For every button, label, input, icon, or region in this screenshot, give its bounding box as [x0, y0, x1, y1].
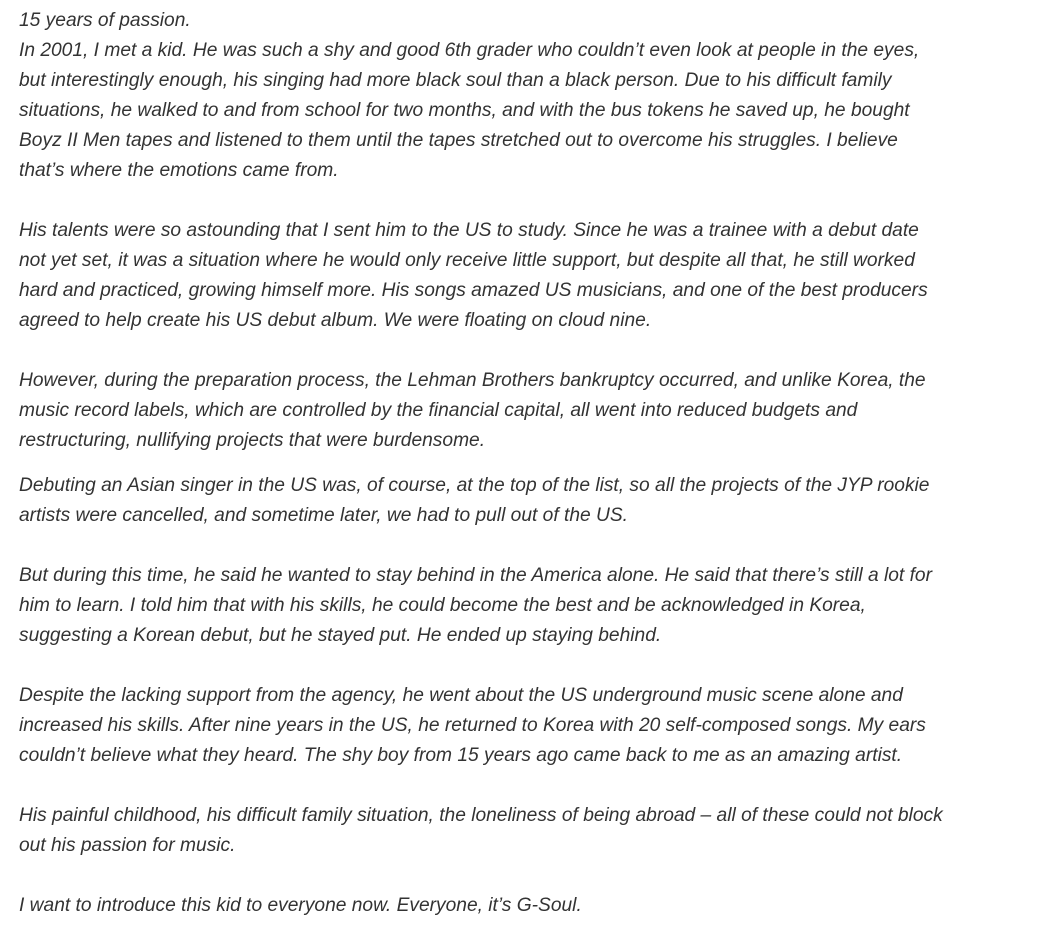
paragraph-passion: His painful childhood, his difficult family situation, the loneliness of being abroad – all of these could not block out his passion for music.	[19, 805, 943, 856]
article-body	[19, 6, 1039, 921]
paragraph-return: Despite the lacking support from the agency, he went about the US underground music scene alone and increased his skills. After nine years in the US, he returned to Korea with 20 self-composed songs. My ears couldn’t believe what they heard. The shy boy from 15 years ago came back to me as an amazing artist.	[19, 685, 926, 766]
paragraph-cancelled: Debuting an Asian singer in the US was, of course, at the top of the list, so all the projects of the JYP rookie artists were cancelled, and sometime later, we had to pull out of the US.	[19, 475, 930, 526]
paragraph-first-meeting: In 2001, I met a kid. He was such a shy and good 6th grader who couldn’t even look at people in the eyes, but interestingly enough, his singing had more black soul than a black person. Due to his difficult family situations, he walked to and from school for two months, and with the bus tokens he saved up, he bought Boyz II Men tapes and listened to them until the tapes stretched out to overcome his struggles. I believe that’s where the emotions came from.	[19, 40, 920, 181]
paragraph-bankruptcy: However, during the preparation process, the Lehman Brothers bankruptcy occurred, and unlike Korea, the music record labels, which are controlled by the financial capital, all went into reduced budgets and restructuring, nullifying projects that were burdensome.	[19, 370, 926, 451]
paragraph-us-study: His talents were so astounding that I sent him to the US to study. Since he was a trainee with a debut date not yet set, it was a situation where he would only receive little support, but despite all that, he still worked hard and practiced, growing himself more. His songs amazed US musicians, and one of the best producers agreed to help create his US debut album. We were floating on cloud nine.	[19, 220, 928, 331]
paragraph-introduction: I want to introduce this kid to everyone now. Everyone, it’s G-Soul.	[19, 895, 582, 916]
paragraph-stayed-behind: But during this time, he said he wanted to stay behind in the America alone. He said that there’s still a lot for him to learn. I told him that with his skills, he could become the best and be acknowledged in Korea, suggesting a Korean debut, but he stayed put. He ended up staying behind.	[19, 565, 932, 646]
article-heading: 15 years of passion.	[19, 10, 191, 31]
